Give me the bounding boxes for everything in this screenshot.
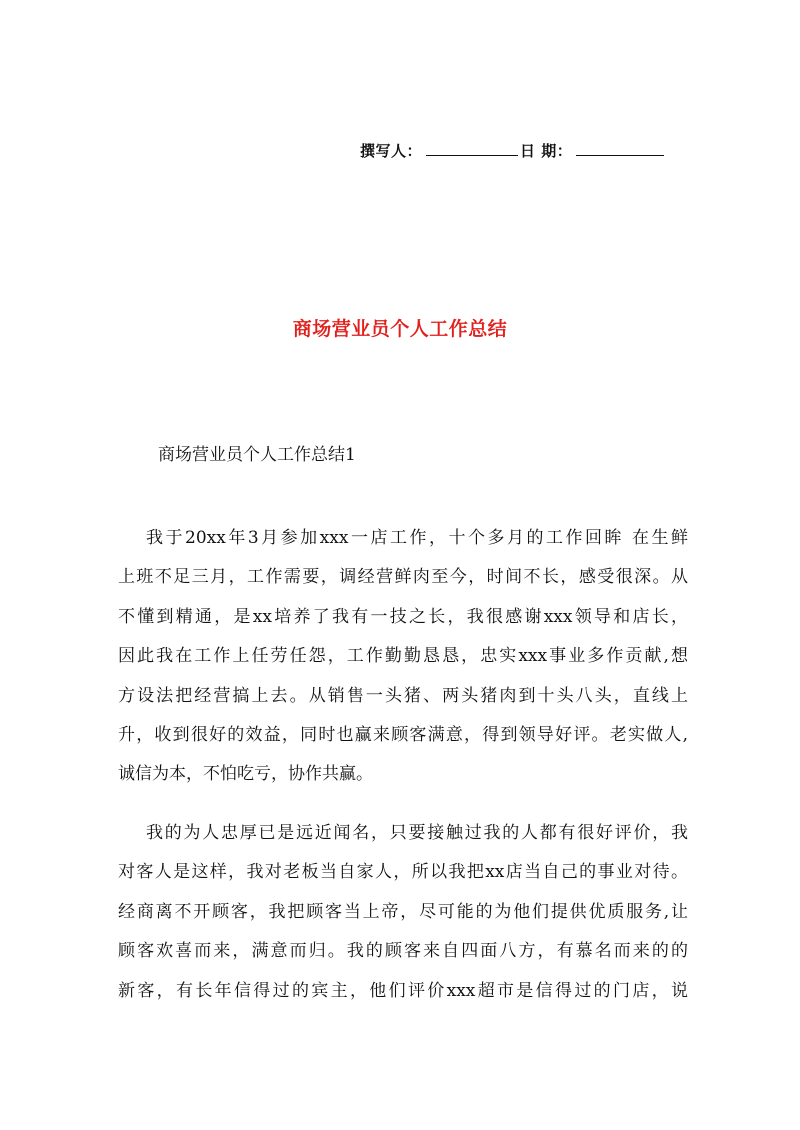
date-blank — [576, 141, 664, 156]
paragraph-line: 升，收到很好的效益，同时也赢来顾客满意，得到领导好评。老实做人, — [118, 725, 688, 746]
paragraph-line: 顾客欢喜而来，满意而归。我的顾客来自四面八方，有慕名而来的的 — [118, 941, 688, 962]
author-date-line — [360, 140, 690, 161]
paragraph-line: 上班不足三月，工作需要，调经营鲜肉至今，时间不长，感受很深。从 — [118, 567, 688, 588]
paragraph-line: 对客人是这样，我对老板当自家人，所以我把xx店当自己的事业对待。 — [118, 862, 688, 883]
paragraph-line: 不懂到精通，是xx培养了我有一技之长，我很感谢xxx领导和店长， — [118, 606, 688, 627]
paragraph-line: 方设法把经营搞上去。从销售一头猪、两头猪肉到十头八头，直线上 — [118, 685, 688, 706]
paragraph-line: 我于20xx年3月参加xxx一店工作，十个多月的工作回眸 在生鲜 — [146, 528, 688, 548]
paragraph-line: 因此我在工作上任劳任怨，工作勤勤恳恳，忠实xxx事业多作贡献,想 — [118, 646, 688, 667]
date-label: 日 期： — [520, 142, 573, 160]
paragraph-line: 经商离不开顾客，我把顾客当上帝，尽可能的为他们提供优质服务,让 — [118, 901, 688, 922]
document-title: 商场营业员个人工作总结 — [292, 318, 508, 340]
author-blank — [426, 141, 518, 156]
author-label: 撰写人： — [360, 142, 423, 160]
section-heading: 商场营业员个人工作总结1 — [158, 445, 356, 465]
paragraph-line: 诚信为本，不怕吃亏，协作共赢。 — [118, 764, 373, 785]
paragraph-line: 我的为人忠厚已是远近闻名，只要接触过我的人都有很好评价，我 — [146, 823, 688, 843]
paragraph-2 — [118, 814, 688, 1011]
paragraph-1 — [118, 519, 688, 795]
paragraph-line: 新客，有长年信得过的宾主，他们评价xxx超市是信得过的门店，说 — [118, 980, 688, 1001]
